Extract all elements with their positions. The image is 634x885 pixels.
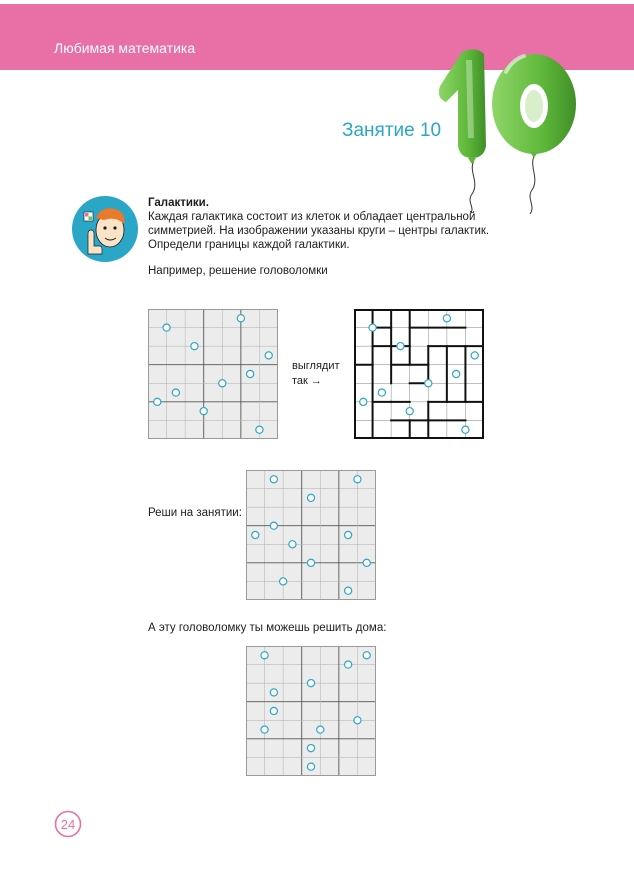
header-title: Любимая математика (54, 40, 196, 56)
galaxy-center-circle (307, 559, 314, 566)
galaxy-center-circle (219, 380, 226, 387)
galaxy-center-circle (307, 680, 314, 687)
looks-like-line-2: так → (292, 375, 322, 387)
intro-line-2: симметрией. На изображении указаны круги – центры галактик. (148, 225, 490, 237)
galaxy-center-circle (307, 763, 314, 770)
galaxy-center-circle (354, 717, 361, 724)
galaxy-center-circle (363, 559, 370, 566)
looks-like-line-1: выглядит (292, 360, 340, 372)
galaxy-center-circle (270, 707, 277, 714)
galaxy-center-circle (270, 476, 277, 483)
galaxy-center-circle (200, 408, 207, 415)
galaxy-center-circle (360, 398, 367, 405)
galaxy-center-circle (317, 726, 324, 733)
galaxy-center-circle (354, 476, 361, 483)
task2-label: А эту головоломку ты можешь решить дома: (148, 622, 387, 634)
grid-background (246, 646, 376, 776)
galaxy-center-circle (237, 315, 244, 322)
intro-heading: Галактики. (148, 197, 209, 209)
balloon-number-illustration (436, 42, 596, 214)
galaxy-center-circle (247, 370, 254, 377)
galaxy-center-circle (378, 389, 385, 396)
galaxy-center-circle (270, 689, 277, 696)
galaxy-center-circle (252, 531, 259, 538)
task1-puzzle-grid (246, 470, 376, 600)
galaxy-center-circle (265, 352, 272, 359)
galaxy-center-circle (256, 426, 263, 433)
galaxy-center-circle (172, 389, 179, 396)
looks-like-label (292, 359, 340, 389)
galaxy-center-circle (443, 315, 450, 322)
task2-puzzle-grid (246, 646, 376, 776)
galaxy-center-circle (397, 343, 404, 350)
page-number-badge (54, 810, 82, 838)
galaxy-center-circle (280, 578, 287, 585)
galaxy-center-circle (369, 324, 376, 331)
galaxy-center-circle (345, 661, 352, 668)
intro-line-3: Определи границы каждой галактики. (148, 239, 350, 251)
boy-avatar-icon (72, 196, 138, 262)
task1-label: Реши на занятии: (148, 507, 242, 519)
example-solution-grid (354, 309, 484, 439)
lesson-title: Занятие 10 (342, 120, 442, 141)
galaxy-center-circle (307, 745, 314, 752)
galaxy-center-circle (471, 352, 478, 359)
example-caption: Например, решение головоломки (148, 265, 328, 277)
galaxy-center-circle (163, 324, 170, 331)
galaxy-center-circle (307, 494, 314, 501)
galaxy-center-circle (261, 652, 268, 659)
galaxy-center-circle (270, 522, 277, 529)
galaxy-center-circle (425, 380, 432, 387)
intro-line-1: Каждая галактика состоит из клеток и обладает центральной (148, 211, 476, 223)
galaxy-center-circle (462, 426, 469, 433)
galaxy-center-circle (453, 370, 460, 377)
galaxy-center-circle (154, 398, 161, 405)
galaxy-center-circle (261, 726, 268, 733)
galaxy-center-circle (345, 531, 352, 538)
galaxy-center-circle (406, 408, 413, 415)
galaxy-center-circle (289, 541, 296, 548)
galaxy-center-circle (191, 343, 198, 350)
grid-background (246, 470, 376, 600)
galaxy-center-circle (345, 587, 352, 594)
galaxy-center-circle (363, 652, 370, 659)
page-number: 24 (60, 817, 76, 832)
example-puzzle-grid (148, 309, 278, 439)
